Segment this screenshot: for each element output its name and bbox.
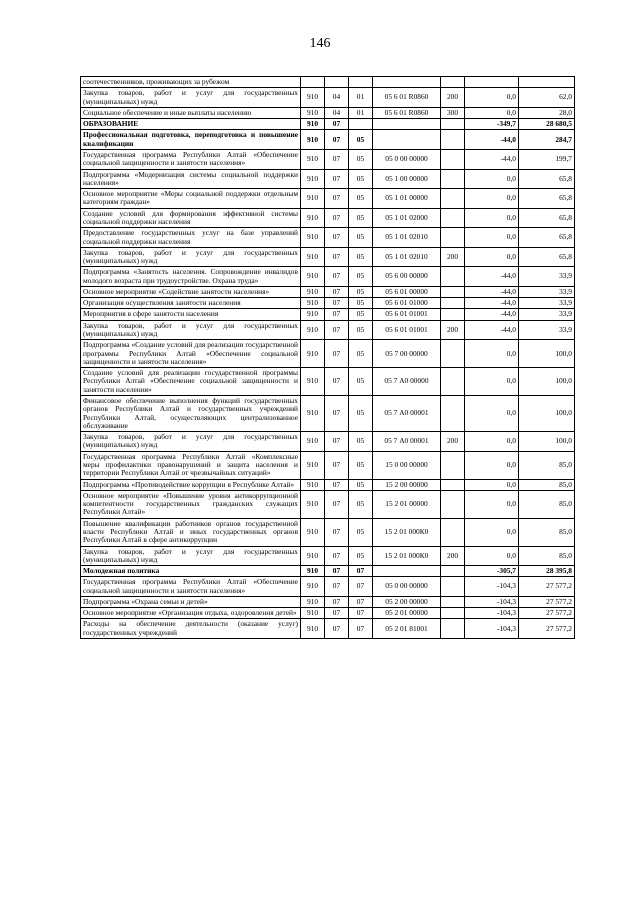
cell-target-article: 05 7 А0 00001 [373,432,441,452]
cell-section-code: 07 [325,119,349,130]
cell-target-article: 05 6 01 00000 [373,286,441,297]
cell-subsection-code: 05 [349,368,373,396]
cell-name: Закупка товаров, работ и услуг для государственных (муниципальных) нужд [81,546,301,566]
cell-expense-type [441,286,465,297]
cell-subsection-code: 05 [349,298,373,309]
cell-change-amount: -44,0 [465,267,519,287]
cell-total-amount: 33,9 [519,286,575,297]
cell-total-amount: 27 577,2 [519,608,575,619]
cell-subsection-code: 05 [349,479,373,490]
cell-target-article: 05 6 00 00000 [373,267,441,287]
cell-target-article: 05 6 01 R0860 [373,107,441,118]
cell-target-article: 05 1 01 00000 [373,189,441,209]
cell-total-amount: 27 577,2 [519,619,575,639]
cell-section-code: 07 [325,228,349,248]
cell-name: Закупка товаров, работ и услуг для государственных (муниципальных) нужд [81,88,301,108]
cell-expense-type [441,596,465,607]
cell-change-amount: -44,0 [465,309,519,320]
table-row [81,608,575,619]
cell-ministry-code [301,77,325,88]
table-row [81,130,575,150]
cell-section-code: 04 [325,88,349,108]
cell-section-code: 07 [325,340,349,368]
cell-name: Социальное обеспечение и иные выплаты населению [81,107,301,118]
cell-total-amount: 27 577,2 [519,596,575,607]
cell-ministry-code: 910 [301,286,325,297]
cell-change-amount: -104,3 [465,619,519,639]
table-row [81,149,575,169]
cell-name: Создание условий для формирования эффективной системы социальной поддержки населения [81,208,301,228]
cell-change-amount: 0,0 [465,546,519,566]
cell-change-amount: 0,0 [465,518,519,546]
cell-total-amount: 85,0 [519,546,575,566]
cell-section-code: 07 [325,298,349,309]
cell-subsection-code: 05 [349,208,373,228]
cell-section-code: 07 [325,619,349,639]
table-row [81,107,575,118]
table-row [81,267,575,287]
cell-name: Молодежная политика [81,566,301,577]
page-number: 146 [309,36,331,51]
cell-expense-type [441,208,465,228]
cell-total-amount: 65,8 [519,247,575,267]
cell-total-amount: 28 680,5 [519,119,575,130]
cell-expense-type [441,189,465,209]
cell-section-code: 07 [325,432,349,452]
cell-change-amount: 0,0 [465,479,519,490]
cell-total-amount: 85,0 [519,518,575,546]
cell-expense-type [441,619,465,639]
cell-section-code: 07 [325,490,349,518]
cell-change-amount: -104,3 [465,596,519,607]
cell-expense-type [441,228,465,248]
cell-subsection-code: 05 [349,169,373,189]
cell-ministry-code: 910 [301,432,325,452]
cell-subsection-code: 07 [349,619,373,639]
table-row [81,451,575,479]
cell-subsection-code: 05 [349,309,373,320]
cell-ministry-code: 910 [301,608,325,619]
cell-ministry-code: 910 [301,320,325,340]
cell-expense-type: 200 [441,247,465,267]
cell-name: Расходы на обеспечение деятельности (оказание услуг) государственных учреждений [81,619,301,639]
cell-section-code: 07 [325,451,349,479]
cell-subsection-code: 05 [349,247,373,267]
cell-section-code: 07 [325,320,349,340]
cell-total-amount: 33,9 [519,298,575,309]
cell-target-article: 05 1 00 00000 [373,169,441,189]
cell-ministry-code: 910 [301,596,325,607]
cell-total-amount: 85,0 [519,479,575,490]
cell-section-code: 07 [325,149,349,169]
cell-target-article: 05 6 01 01001 [373,320,441,340]
cell-change-amount: 0,0 [465,490,519,518]
cell-total-amount: 65,8 [519,169,575,189]
cell-target-article: 05 1 01 02010 [373,247,441,267]
cell-ministry-code: 910 [301,368,325,396]
cell-section-code: 07 [325,479,349,490]
cell-subsection-code: 05 [349,518,373,546]
cell-target-article: 15 2 01 000К0 [373,546,441,566]
cell-total-amount: 100,0 [519,432,575,452]
cell-ministry-code: 910 [301,88,325,108]
cell-target-article: 05 0 00 00000 [373,149,441,169]
cell-ministry-code: 910 [301,309,325,320]
table-row [81,396,575,432]
cell-total-amount: 85,0 [519,451,575,479]
cell-subsection-code: 05 [349,189,373,209]
cell-expense-type [441,566,465,577]
cell-section-code: 07 [325,247,349,267]
cell-expense-type: 300 [441,107,465,118]
cell-name: Подпрограмма «Модернизация системы социальной поддержки населения» [81,169,301,189]
table-row [81,169,575,189]
cell-ministry-code: 910 [301,518,325,546]
cell-expense-type: 200 [441,546,465,566]
cell-total-amount: 199,7 [519,149,575,169]
cell-subsection-code: 05 [349,396,373,432]
cell-expense-type [441,267,465,287]
cell-subsection-code: 05 [349,149,373,169]
table-row [81,119,575,130]
cell-change-amount: -305,7 [465,566,519,577]
table-row [81,77,575,88]
cell-expense-type: 200 [441,320,465,340]
cell-change-amount: -44,0 [465,149,519,169]
cell-name: Подпрограмма «Занятость населения. Сопровождение инвалидов молодого возраста при трудоустройстве. Охрана труда» [81,267,301,287]
cell-target-article: 05 2 01 00000 [373,608,441,619]
cell-section-code: 07 [325,566,349,577]
cell-total-amount: 28,0 [519,107,575,118]
table-row [81,368,575,396]
cell-total-amount: 85,0 [519,490,575,518]
table-row [81,546,575,566]
cell-target-article: 05 2 00 00000 [373,596,441,607]
cell-section-code: 07 [325,286,349,297]
table-row [81,596,575,607]
cell-section-code: 07 [325,130,349,150]
cell-total-amount: 28 395,8 [519,566,575,577]
table-row [81,566,575,577]
cell-name: Закупка товаров, работ и услуг для государственных (муниципальных) нужд [81,432,301,452]
cell-total-amount: 65,8 [519,189,575,209]
cell-section-code: 07 [325,596,349,607]
cell-name: Мероприятия в сфере занятости населения [81,309,301,320]
table-row [81,88,575,108]
cell-name: Государственная программа Республики Алтай «Комплексные меры профилактики правонарушений и защита населения и территории Республики Алтай от чрезвычайных ситуаций» [81,451,301,479]
cell-expense-type [441,490,465,518]
cell-name: Предоставление государственных услуг на базе управлений социальной поддержки населения [81,228,301,248]
cell-change-amount: 0,0 [465,189,519,209]
cell-target-article: 05 0 00 00000 [373,577,441,597]
cell-section-code: 07 [325,208,349,228]
cell-subsection-code: 05 [349,432,373,452]
cell-total-amount: 27 577,2 [519,577,575,597]
table-row [81,286,575,297]
cell-section-code: 07 [325,169,349,189]
cell-name: Повышение квалификации работников органов государственной власти Республики Алтай и иных государственных органов Республики Алтай в сфере антикоррупции [81,518,301,546]
table-row [81,479,575,490]
cell-total-amount: 100,0 [519,340,575,368]
cell-section-code: 07 [325,396,349,432]
cell-section-code: 07 [325,577,349,597]
cell-ministry-code: 910 [301,149,325,169]
cell-target-article: 15 2 01 00000 [373,490,441,518]
cell-subsection-code: 05 [349,228,373,248]
cell-expense-type [441,340,465,368]
cell-ministry-code: 910 [301,451,325,479]
cell-section-code: 07 [325,309,349,320]
cell-ministry-code: 910 [301,208,325,228]
table-row [81,340,575,368]
cell-change-amount: -349,7 [465,119,519,130]
cell-subsection-code [349,77,373,88]
cell-target-article: 15 2 01 000К0 [373,518,441,546]
cell-total-amount: 65,8 [519,208,575,228]
cell-expense-type [441,577,465,597]
cell-expense-type [441,608,465,619]
cell-subsection-code [349,119,373,130]
cell-expense-type [441,309,465,320]
cell-total-amount: 33,9 [519,309,575,320]
cell-subsection-code: 05 [349,490,373,518]
cell-subsection-code: 07 [349,596,373,607]
cell-expense-type [441,451,465,479]
cell-name: Основное мероприятие «Меры социальной поддержки отдельным категориям граждан» [81,189,301,209]
cell-subsection-code: 07 [349,577,373,597]
cell-name: Подпрограмма «Создание условий для реализации государственной программы Республики Алтай «Обеспечение социальной защищенности и занятости населения» [81,340,301,368]
cell-subsection-code: 05 [349,286,373,297]
cell-subsection-code: 05 [349,320,373,340]
table-row [81,309,575,320]
cell-change-amount: 0,0 [465,88,519,108]
cell-subsection-code: 05 [349,451,373,479]
budget-table [80,76,575,639]
cell-target-article: 05 6 01 R0860 [373,88,441,108]
cell-target-article: 15 0 00 00000 [373,451,441,479]
cell-target-article: 05 2 01 81001 [373,619,441,639]
cell-change-amount [465,77,519,88]
cell-expense-type [441,149,465,169]
cell-expense-type [441,77,465,88]
cell-total-amount: 284,7 [519,130,575,150]
cell-change-amount: -44,0 [465,298,519,309]
cell-ministry-code: 910 [301,228,325,248]
cell-subsection-code: 05 [349,267,373,287]
table-row [81,490,575,518]
cell-ministry-code: 910 [301,490,325,518]
cell-change-amount: 0,0 [465,247,519,267]
cell-expense-type [441,130,465,150]
cell-subsection-code: 01 [349,88,373,108]
cell-ministry-code: 910 [301,566,325,577]
cell-name: Основное мероприятие «Содействие занятости населения» [81,286,301,297]
table-row [81,228,575,248]
cell-target-article: 05 1 01 02000 [373,208,441,228]
cell-subsection-code: 07 [349,608,373,619]
table-row [81,619,575,639]
cell-ministry-code: 910 [301,247,325,267]
cell-change-amount: 0,0 [465,340,519,368]
cell-target-article: 05 6 01 01001 [373,309,441,320]
cell-total-amount: 65,8 [519,228,575,248]
cell-target-article: 05 7 00 00000 [373,340,441,368]
cell-ministry-code: 910 [301,119,325,130]
cell-change-amount: -104,3 [465,577,519,597]
table-row [81,320,575,340]
cell-target-article: 05 7 А0 00001 [373,396,441,432]
cell-expense-type: 200 [441,88,465,108]
cell-expense-type [441,298,465,309]
cell-target-article [373,119,441,130]
cell-target-article [373,130,441,150]
table-row [81,189,575,209]
cell-change-amount: 0,0 [465,368,519,396]
cell-name: Закупка товаров, работ и услуг для государственных (муниципальных) нужд [81,320,301,340]
table-row [81,432,575,452]
cell-ministry-code: 910 [301,267,325,287]
cell-name: Создание условий для реализации государственной программы Республики Алтай «Обеспечение социальной защищенности и занятости населения» [81,368,301,396]
cell-total-amount: 62,0 [519,88,575,108]
cell-expense-type [441,479,465,490]
cell-total-amount: 100,0 [519,396,575,432]
cell-ministry-code: 910 [301,298,325,309]
cell-subsection-code: 05 [349,546,373,566]
cell-change-amount: 0,0 [465,432,519,452]
cell-expense-type [441,119,465,130]
cell-ministry-code: 910 [301,479,325,490]
cell-name: Государственная программа Республики Алтай «Обеспечение социальной защищенности и занятости населения» [81,577,301,597]
cell-subsection-code: 01 [349,107,373,118]
cell-ministry-code: 910 [301,189,325,209]
cell-name: Финансовое обеспечение выполнения функций государственных органов Республики Алтай и государственных учреждений Республики Алтай, осуществляющих централизованное обслуживание [81,396,301,432]
cell-target-article [373,566,441,577]
cell-name: Закупка товаров, работ и услуг для государственных (муниципальных) нужд [81,247,301,267]
cell-change-amount: -104,3 [465,608,519,619]
cell-ministry-code: 910 [301,340,325,368]
cell-ministry-code: 910 [301,577,325,597]
cell-target-article: 05 6 01 01000 [373,298,441,309]
table-row [81,298,575,309]
cell-change-amount: 0,0 [465,169,519,189]
table-row [81,208,575,228]
cell-section-code: 07 [325,546,349,566]
cell-section-code: 07 [325,189,349,209]
cell-ministry-code: 910 [301,169,325,189]
cell-section-code: 07 [325,518,349,546]
cell-section-code [325,77,349,88]
cell-expense-type [441,396,465,432]
cell-name: Государственная программа Республики Алтай «Обеспечение социальной защищенности и занятости населения» [81,149,301,169]
cell-change-amount: -44,0 [465,130,519,150]
cell-name: Основное мероприятие «Организация отдыха, оздоровления детей» [81,608,301,619]
cell-expense-type: 200 [441,432,465,452]
cell-target-article: 15 2 00 00000 [373,479,441,490]
cell-expense-type [441,518,465,546]
cell-section-code: 07 [325,368,349,396]
cell-expense-type [441,169,465,189]
cell-target-article: 05 1 01 02010 [373,228,441,248]
cell-name: Подпрограмма «Охрана семьи и детей» [81,596,301,607]
cell-ministry-code: 910 [301,107,325,118]
cell-target-article: 05 7 А0 00000 [373,368,441,396]
cell-ministry-code: 910 [301,130,325,150]
cell-total-amount [519,77,575,88]
cell-total-amount: 33,9 [519,267,575,287]
cell-section-code: 07 [325,267,349,287]
cell-ministry-code: 910 [301,619,325,639]
cell-subsection-code: 07 [349,566,373,577]
cell-target-article [373,77,441,88]
cell-subsection-code: 05 [349,130,373,150]
table-row [81,577,575,597]
cell-name: соотечественников, проживающих за рубежом [81,77,301,88]
cell-name: Основное мероприятие «Повышение уровня антикоррупционной компетентности государственных гражданских служащих Республики Алтай» [81,490,301,518]
cell-name: Организация осуществления занятости населения [81,298,301,309]
table-row [81,518,575,546]
cell-section-code: 04 [325,107,349,118]
cell-change-amount: 0,0 [465,396,519,432]
cell-total-amount: 33,9 [519,320,575,340]
cell-change-amount: -44,0 [465,286,519,297]
cell-name: Профессиональная подготовка, переподготовка и повышение квалификации [81,130,301,150]
cell-expense-type [441,368,465,396]
cell-ministry-code: 910 [301,396,325,432]
cell-subsection-code: 05 [349,340,373,368]
cell-change-amount: -44,0 [465,320,519,340]
table-row [81,247,575,267]
cell-change-amount: 0,0 [465,228,519,248]
cell-change-amount: 0,0 [465,107,519,118]
cell-total-amount: 100,0 [519,368,575,396]
cell-change-amount: 0,0 [465,208,519,228]
cell-ministry-code: 910 [301,546,325,566]
table-body [81,77,575,639]
cell-name: Подпрограмма «Противодействие коррупции в Республике Алтай» [81,479,301,490]
cell-name: ОБРАЗОВАНИЕ [81,119,301,130]
cell-section-code: 07 [325,608,349,619]
cell-change-amount: 0,0 [465,451,519,479]
